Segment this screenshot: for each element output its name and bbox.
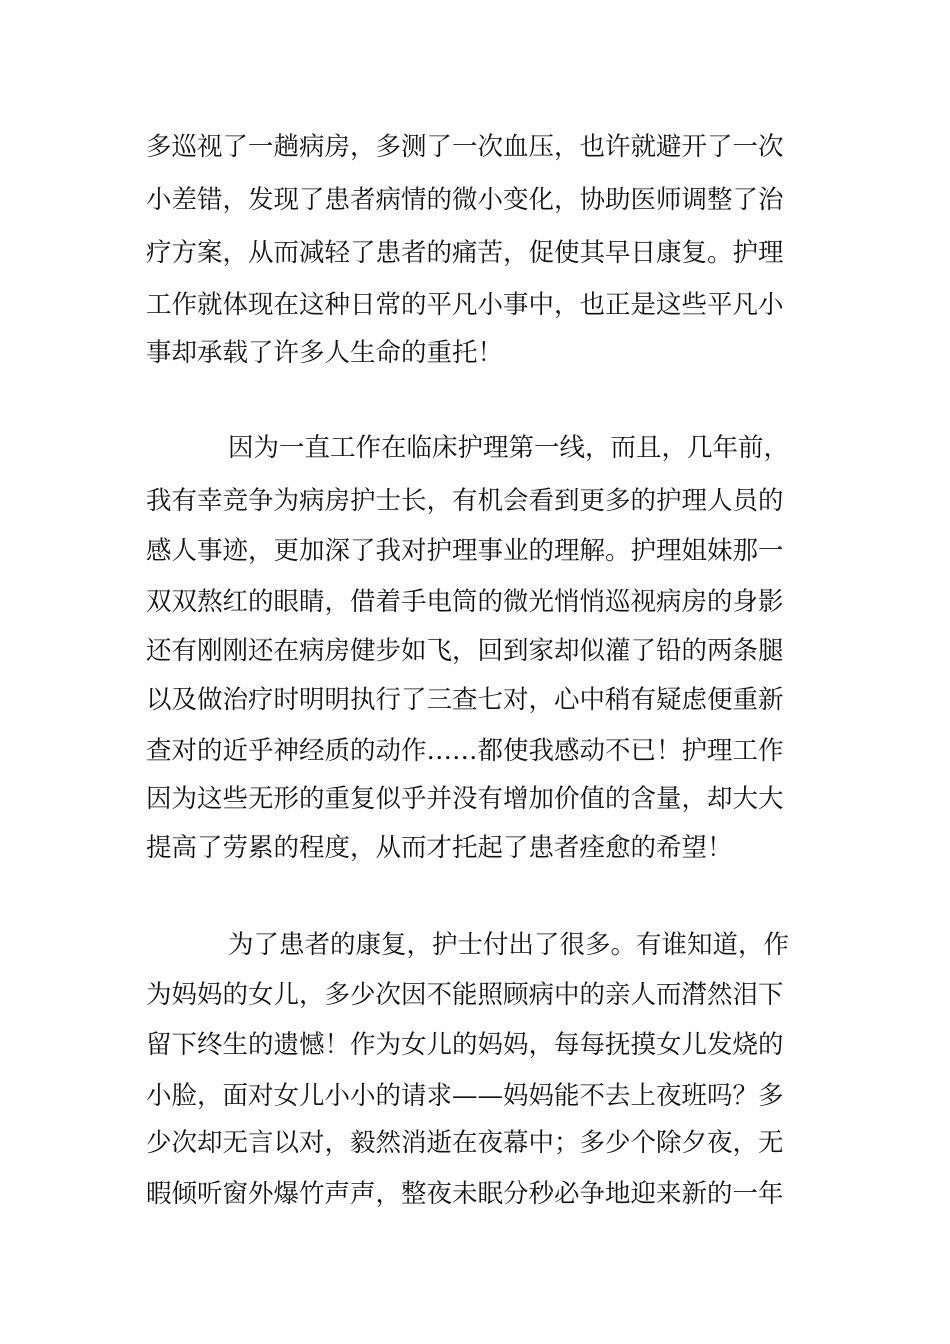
paragraph-3-line-1: 为了患者的康复，护士付出了很多。有谁知道，作 [228,930,790,960]
paragraph-2-line-2: 我有幸竞争为病房护士长，有机会看到更多的护理人员的 [146,486,784,516]
paragraph-3-line-4: 小脸，面对女儿小小的请求——妈妈能不去上夜班吗？多 [146,1081,784,1111]
paragraph-3-line-2: 为妈妈的女儿，多少次因不能照顾病中的亲人而潸然泪下 [146,980,784,1010]
paragraph-2-line-8: 因为这些无形的重复似乎并没有增加价值的含量，却大大 [146,784,784,814]
paragraph-3-line-6: 暇倾听窗外爆竹声声，整夜未眠分秒必争地迎来新的一年 [146,1179,784,1209]
paragraph-1-line-4: 工作就体现在这种日常的平凡小事中，也正是这些平凡小 [146,290,784,320]
paragraph-2-line-3: 感人事迹，更加深了我对护理事业的理解。护理姐妹那一 [146,536,784,566]
paragraph-1-line-1: 多巡视了一趟病房，多测了一次血压，也许就避开了一次 [146,132,784,162]
paragraph-2-line-9: 提高了劳累的程度，从而才托起了患者痊愈的希望！ [146,833,733,863]
paragraph-3-line-3: 留下终生的遗憾！作为女儿的妈妈，每每抚摸女儿发烧的 [146,1030,784,1060]
paragraph-3-line-5: 少次却无言以对，毅然消逝在夜幕中；多少个除夕夜，无 [146,1128,784,1158]
paragraph-1-line-2: 小差错，发现了患者病情的微小变化，协助医师调整了治 [146,185,784,215]
paragraph-1-line-3: 疗方案，从而减轻了患者的痛苦，促使其早日康复。护理 [146,238,784,268]
paragraph-2-line-1: 因为一直工作在临床护理第一线，而且，几年前， [228,433,790,463]
paragraph-2-line-5: 还有刚刚还在病房健步如飞，回到家却似灌了铅的两条腿 [146,636,784,666]
paragraph-2-line-4: 双双熬红的眼睛，借着手电筒的微光悄悄巡视病房的身影 [146,587,784,617]
paragraph-2-line-6: 以及做治疗时明明执行了三查七对，心中稍有疑虑便重新 [146,685,784,715]
paragraph-2-line-7: 查对的近乎神经质的动作……都使我感动不已！护理工作 [146,736,784,766]
paragraph-1-line-5: 事却承载了许多人生命的重托！ [146,338,504,368]
